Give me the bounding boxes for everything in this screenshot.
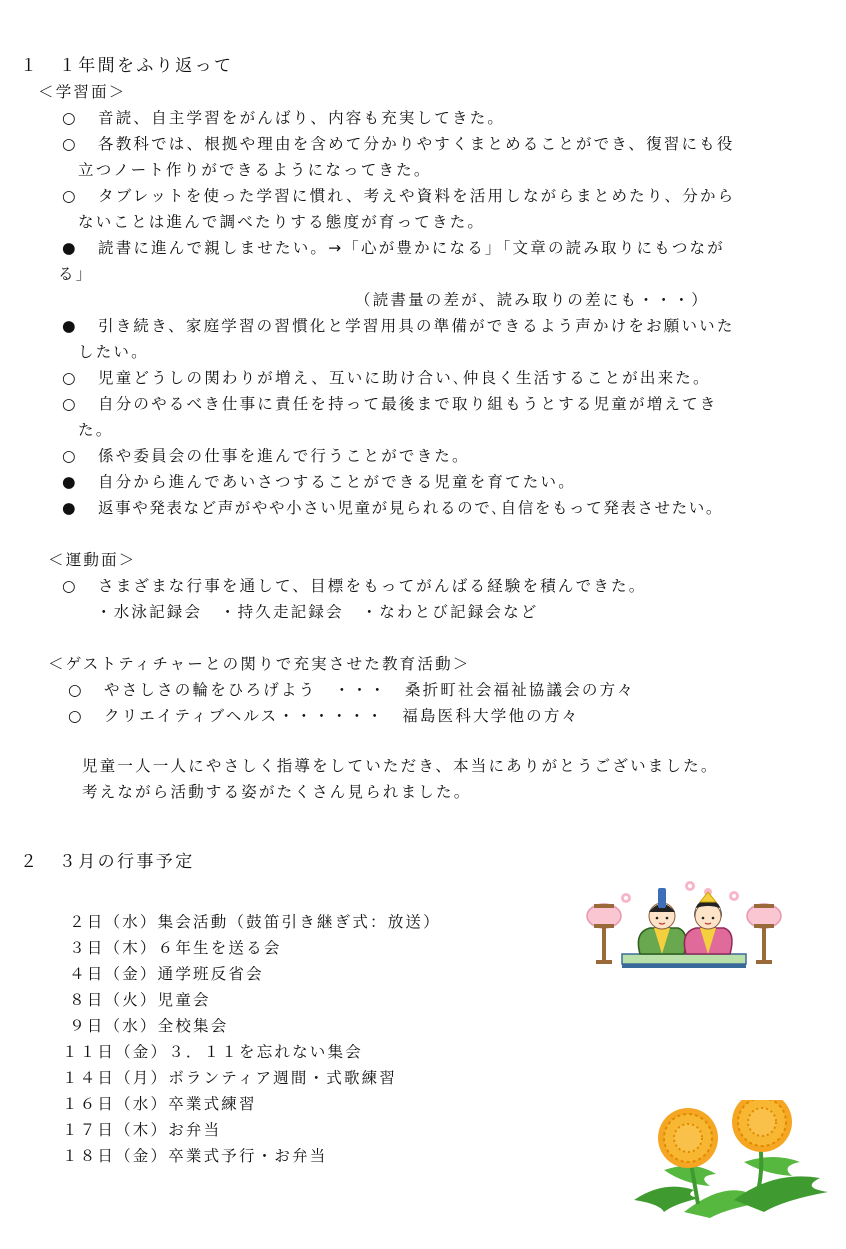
list-item [62, 316, 735, 336]
thanks-line: 児童一人一人にやさしく指導をしていただき、本当にありがとうございました。 [82, 757, 719, 775]
study-heading: ＜学習面＞ [38, 83, 127, 101]
event-item: １４日（月）ボランティア週間・式歌練習 [62, 1069, 398, 1087]
item-text: 児童どうしの関わりが増え、互いに助け合い､仲良く生活することが出来た。 [98, 369, 711, 387]
item-text: クリエイティブヘルス・・・・・・ 福島医科大学他の方々 [104, 707, 580, 725]
list-item [62, 498, 723, 518]
item-text: 係や委員会の仕事を進んで行うことができた。 [98, 447, 470, 465]
event-item: １８日（金）卒業式予行・お弁当 [62, 1147, 328, 1165]
circle-mark: ○ [62, 109, 78, 127]
list-item [62, 394, 718, 414]
event-item: １７日（木）お弁当 [62, 1121, 222, 1139]
list-item [62, 186, 735, 206]
circle-mark: ○ [62, 395, 78, 413]
item-text: やさしさの輪をひろげよう ・・・ 桑折町社会福祉協議会の方々 [104, 681, 636, 699]
item-continuation: る」 [58, 265, 94, 283]
circle-mark: ○ [62, 187, 78, 205]
section2-title: ２ ３月の行事予定 [20, 852, 195, 872]
hina-dolls-illustration [582, 878, 788, 970]
event-item: ９日（水）全校集会 [62, 1017, 229, 1035]
event-item: １１日（金）３．１１を忘れない集会 [62, 1043, 363, 1061]
item-text: 音読、自主学習をがんばり、内容も充実してきた。 [98, 109, 506, 127]
circle-mark: ○ [68, 707, 84, 725]
event-item: １６日（水）卒業式練習 [62, 1095, 257, 1113]
bullet-mark: ● [62, 499, 78, 517]
list-item [68, 706, 579, 726]
item-text: 読書に進んで親しませたい。→「心が豊かになる」「文章の読み取りにもつなが [98, 239, 725, 257]
bullet-mark: ● [62, 473, 78, 491]
thanks-line: 考えながら活動する姿がたくさん見られました。 [82, 783, 472, 801]
item-text: 引き続き、家庭学習の習慣化と学習用具の準備ができるよう声かけをお願いいた [98, 317, 735, 335]
list-item [62, 134, 735, 154]
sports-heading: ＜運動面＞ [48, 551, 137, 569]
item-continuation: た。 [78, 421, 114, 439]
circle-mark: ○ [62, 447, 78, 465]
item-text: 返事や発表など声がやや小さい児童が見られるので､自信をもって発表させたい。 [98, 499, 723, 517]
event-item: ２日（水）集会活動（鼓笛引き継ぎ式：放送） [62, 913, 441, 931]
item-text: 自分のやるべき仕事に責任を持って最後まで取り組もうとする児童が増えてき [98, 395, 718, 413]
list-item [62, 108, 505, 128]
guest-heading: ＜ゲストティチャーとの関りで充実させた教育活動＞ [48, 655, 471, 673]
list-item [62, 368, 711, 388]
item-text: 自分から進んであいさつすることができる児童を育てたい。 [98, 473, 576, 491]
item-text: さまざまな行事を通して、目標をもってがんばる経験を積んできた。 [98, 577, 647, 595]
circle-mark: ○ [62, 369, 78, 387]
circle-mark: ○ [68, 681, 84, 699]
bullet-mark: ● [62, 317, 78, 335]
event-item: ４日（金）通学班反省会 [62, 965, 264, 983]
list-item [62, 238, 725, 258]
sports-events: ・水泳記録会 ・持久走記録会 ・なわとび記録会など [96, 603, 539, 621]
circle-mark: ○ [62, 577, 78, 595]
item-text: タブレットを使った学習に慣れ、考えや資料を活用しながらまとめたり、分から [98, 187, 736, 205]
list-item [68, 680, 635, 700]
circle-mark: ○ [62, 135, 78, 153]
list-item [62, 446, 470, 466]
event-item: ８日（火）児童会 [62, 991, 211, 1009]
reading-note: （読書量の差が、読み取りの差にも・・・） [355, 291, 710, 309]
item-continuation: したい。 [78, 343, 149, 361]
section1-title: １ １年間をふり返って [20, 56, 234, 76]
item-continuation: ないことは進んで調べたりする態度が育ってきた。 [78, 213, 486, 231]
list-item [62, 576, 646, 596]
dandelion-illustration [624, 1100, 834, 1218]
list-item [62, 472, 576, 492]
item-text: 各教科では、根拠や理由を含めて分かりやすくまとめることができ、復習にも役 [98, 135, 735, 153]
event-item: ３日（木）６年生を送る会 [62, 939, 282, 957]
bullet-mark: ● [62, 239, 78, 257]
item-continuation: 立つノート作りができるようになってきた。 [78, 161, 432, 179]
